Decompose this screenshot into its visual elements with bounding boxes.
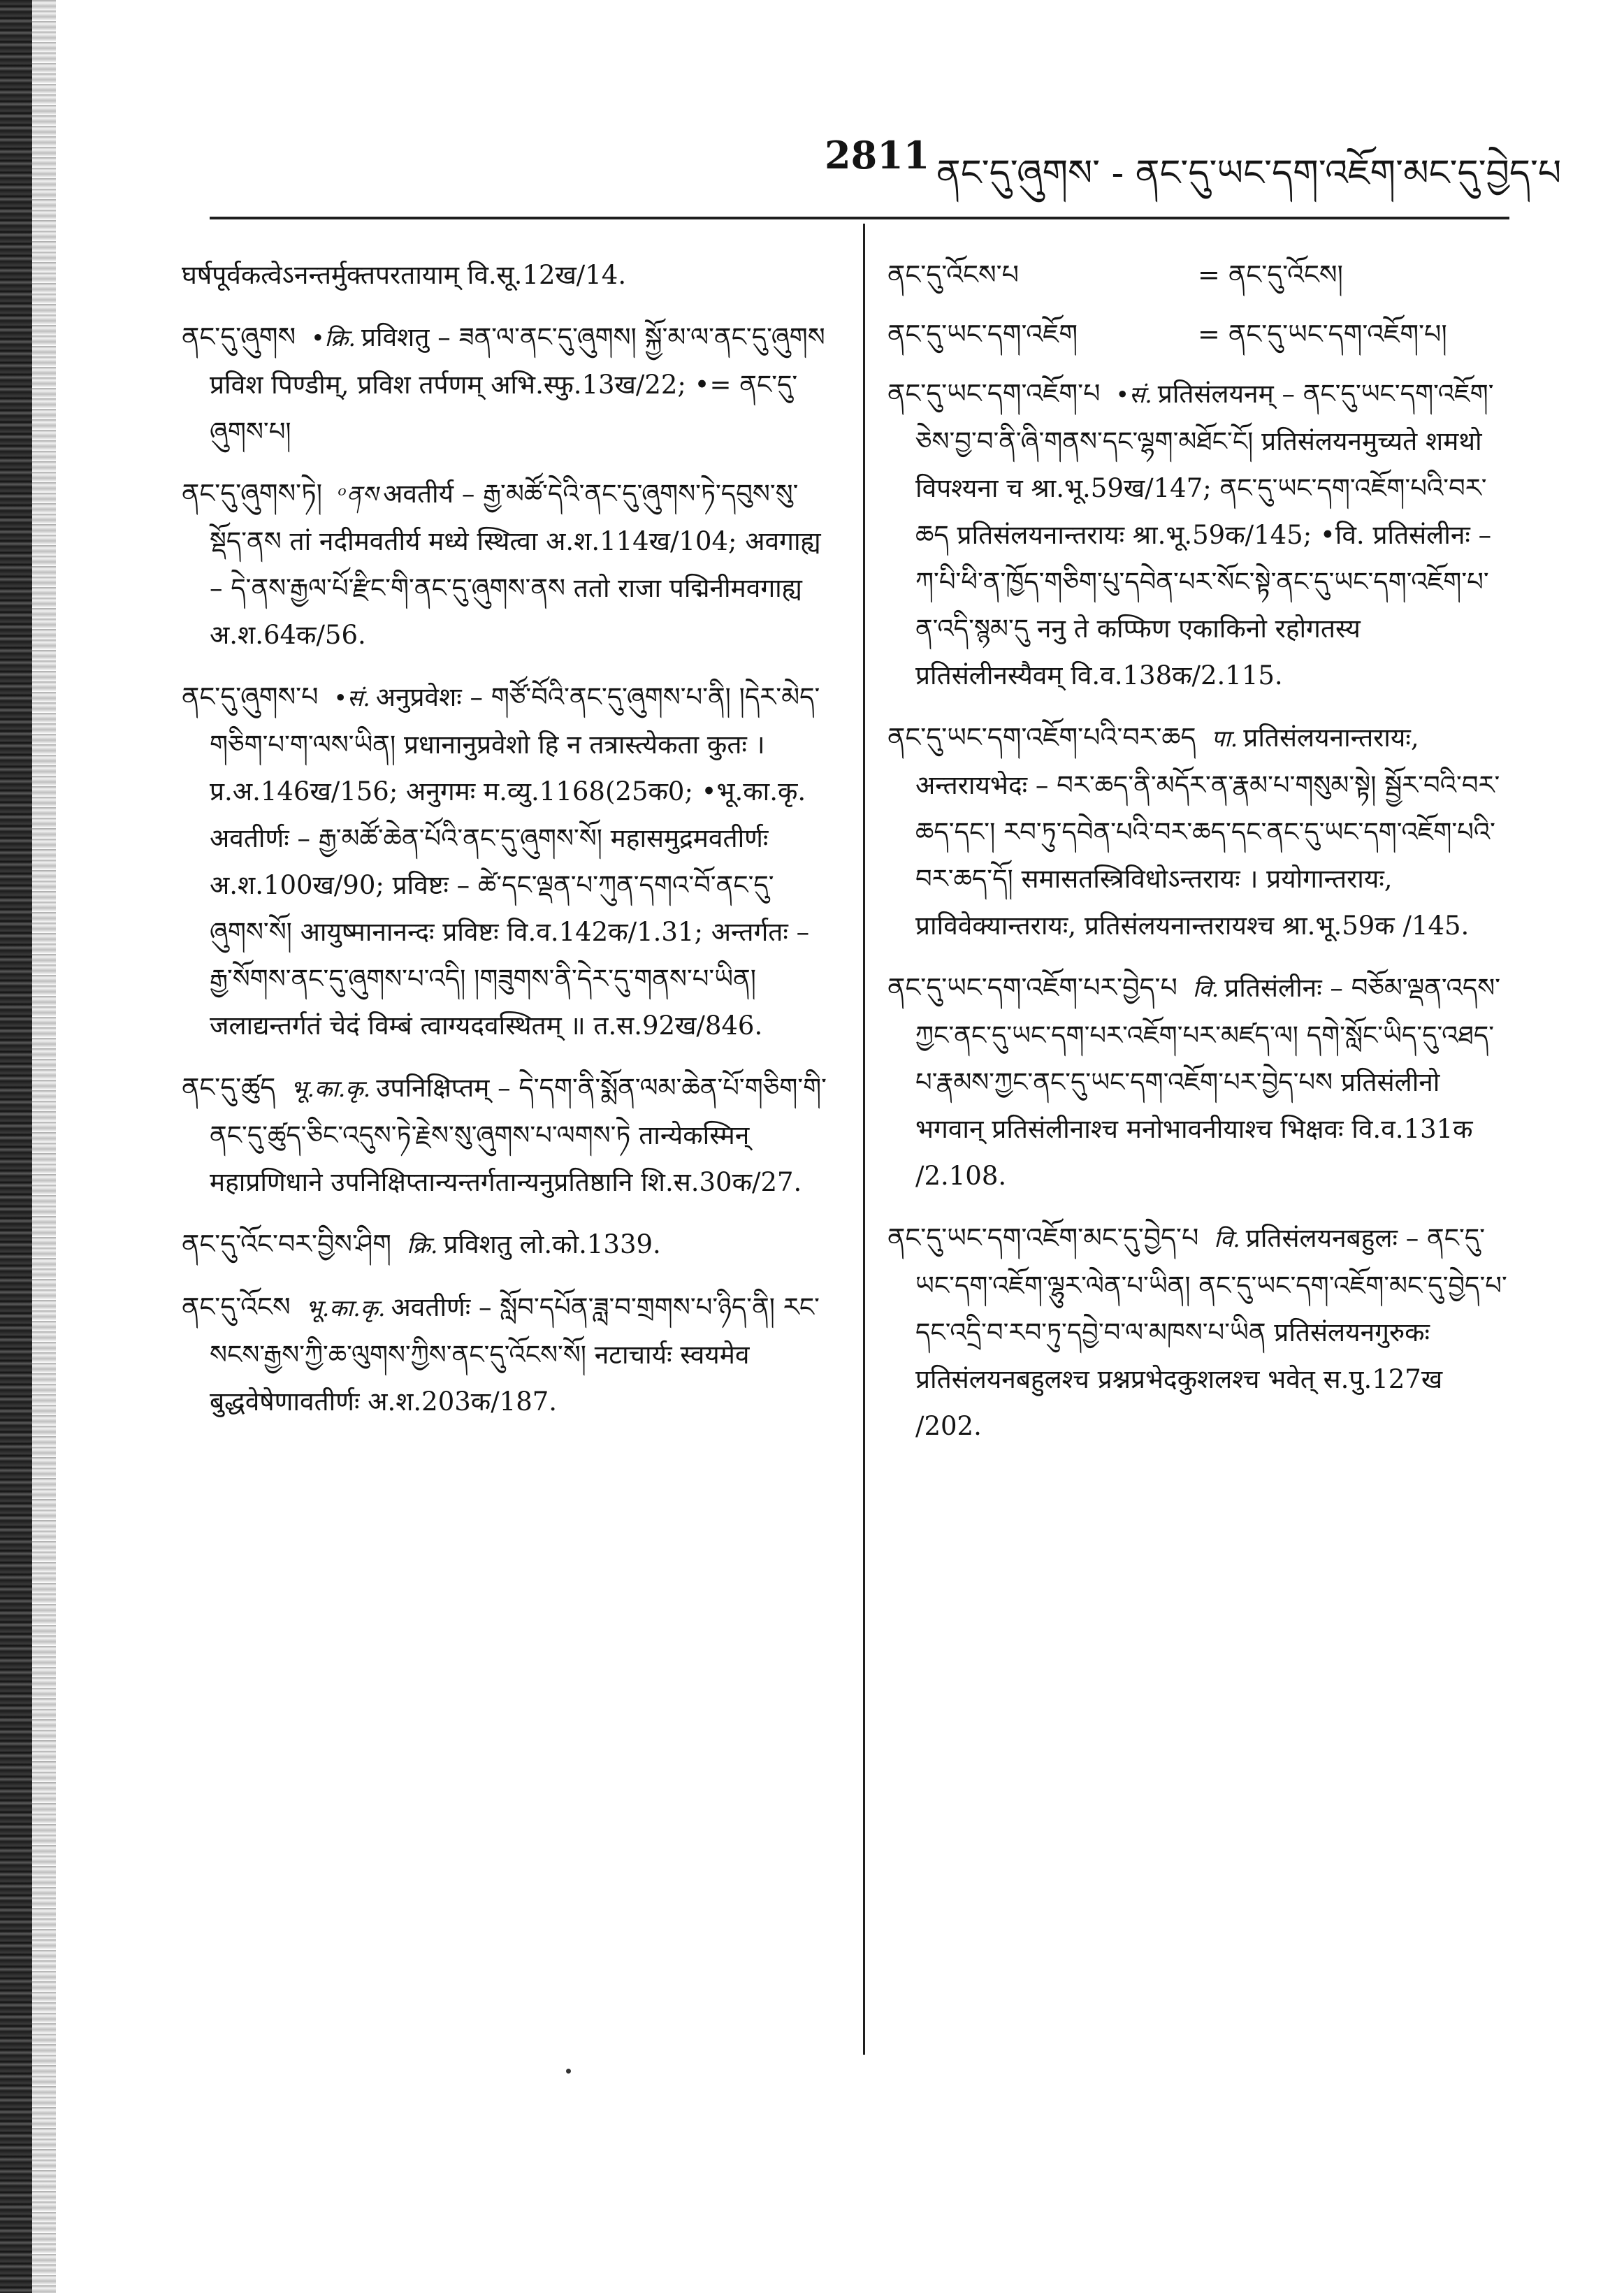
entry-headword: ནང་དུ་ཞུགས་ཏེ། bbox=[182, 478, 323, 509]
dictionary-entry bbox=[182, 1221, 832, 1268]
left-column bbox=[182, 252, 832, 1440]
dictionary-entry bbox=[887, 1215, 1509, 1449]
entry-text: प्रतिसंलीनः – བཅོམ་ལྡན་འདས་ཀྱང་ནང་དུ་ཡང་དག་པར་འཇོག་པར་མཛད་ལ། དགེ་སློང་ཡིད་དུ་འཐད་པ་རྣམས་ཀྱང་ནང་དུ་ཡང་དག་འཇོག་པར་བྱེད་པས प्रतिसंलीनो भगवान् प्रतिसंलीनाश्च मनोभावनीयाश्च भिक्षवः वि.व.131क /2.108. bbox=[915, 973, 1501, 1191]
book-binding-shadow bbox=[0, 0, 32, 2293]
dictionary-entry bbox=[182, 314, 832, 455]
entry-headword: ནང་དུ་ཚུད bbox=[182, 1072, 276, 1103]
continued-text bbox=[182, 252, 832, 298]
entry-text: प्रतिसंलयनबहुलः – ནང་དུ་ཡང་དག་འཇོག་ལྷུར་ལེན་པ་ཡིན། ནང་དུ་ཡང་དག་འཇོག་མང་དུ་བྱེད་པ་དང་འདྲི་བ་རབ་ཏུ་དབྱེ་བ་ལ་མཁས་པ་ཡིན प्रतिसंलयनगुरुकः प्रतिसंलयनबहुलश्च प्रश्नप्रभेदकुशलश्च भवेत् स.पु.127ख /202. bbox=[915, 1223, 1507, 1441]
entry-headword: ནང་དུ་འོང་བར་བྱིས་ཤིག bbox=[182, 1229, 392, 1259]
grammar-tag: •सं. bbox=[333, 684, 370, 711]
entry-headword: ནང་དུ་འོངས bbox=[182, 1292, 291, 1322]
right-column bbox=[887, 252, 1509, 1465]
dictionary-entry bbox=[887, 964, 1509, 1199]
entry-headword: ནང་དུ་ཡང་དག་འཇོག་པ bbox=[887, 378, 1101, 409]
dictionary-entry bbox=[182, 674, 832, 1049]
entry-text: प्रतिसंलयनम् – ནང་དུ་ཡང་དག་འཇོག་ཅེས་བྱ་བ་ནི་ཞི་གནས་དང་ལྷག་མཐོང་ངོ། प्रतिसंलयनमुच्यते शमथो विपश्यना च श्रा.भू.59ख/147; ནང་དུ་ཡང་དག་འཇོག་པའི་བར་ཆད प्रतिसंलयनान्तरायः श्रा.भू.59क/145; •वि. प्रतिसंलीनः – ཀ་པི་ཕི་ན་ཁྱོད་གཅིག་པུ་དབེན་པར་སོང་སྟེ་ནང་དུ་ཡང་དག་འཇོག་པ་ན་འདི་སྙམ་དུ ननु ते कप्फिण एकाकिनो रहोगतस्य प्रतिसंलीनस्यैवम् वि.व.138क/2.115. bbox=[915, 379, 1494, 690]
grammar-tag: पा. bbox=[1211, 725, 1238, 752]
entry-text: प्रतिसंलयनान्तरायः, अन्तरायभेदः – བར་ཆད་ནི་མདོར་ན་རྣམ་པ་གསུམ་སྟེ། སྦྱོར་བའི་བར་ཆད་དང་། རབ་ཏུ་དབེན་པའི་བར་ཆད་དང་ནང་དུ་ཡང་དག་འཇོག་པའི་བར་ཆད་དོ། समासतस्त्रिविधोऽन्तरायः । प्रयोगान्तरायः, प्राविवेक्यान्तरायः, प्रतिसंलयनान्तरायश्च श्रा.भू.59क /145. bbox=[915, 723, 1500, 941]
grammar-tag: ᵒནས bbox=[338, 481, 378, 508]
entry-headword: ནང་དུ་ཡང་དག་འཇོག་པའི་བར་ཆད bbox=[887, 722, 1196, 753]
grammar-tag: भू.का.कृ. bbox=[291, 1075, 371, 1102]
entry-headword: ནང་དུ་འོངས་པ bbox=[887, 259, 1019, 290]
entry-headword: ནང་དུ་ཞུགས་པ bbox=[182, 681, 319, 712]
dictionary-entry bbox=[887, 370, 1509, 699]
dictionary-entry bbox=[182, 470, 832, 658]
dictionary-entry bbox=[182, 1064, 832, 1206]
entry-text: घर्षपूर्वकत्वेऽनन्तर्मुक्तपरतायाम् वि.सू.12ख/14. bbox=[182, 260, 627, 290]
entry-text: अनुप्रवेशः – གཙོ་བོའི་ནང་དུ་ཞུགས་པ་ནི། །དེར་མེད་གཅིག་པ་ག་ལས་ཡིན། प्रधानानुप्रवेशो हि न तत्रास्त्येकता कुतः । प्र.अ.146ख/156; अनुगमः म.व्यु.1168(25क0; •भू.का.कृ. अवतीर्णः – རྒྱ་མཚོ་ཆེན་པོའི་ནང་དུ་ཞུགས་སོ། महासमुद्रमवतीर्णः अ.श.100ख/90; प्रविष्टः – ཚེ་དང་ལྡན་པ་ཀུན་དགའ་བོ་ནང་དུ་ཞུགས་སོ། आयुष्मानानन्दः प्रविष्टः वि.व.142क/1.31; अन्तर्गतः – རྒྱ་སོགས་ནང་དུ་ཞུགས་པ་འདི། །གཟུགས་ནི་དེར་དུ་གནས་པ་ཡིན། जलाद्यन्तर्गतं चेदं विम्बं त्वाग्यदवस्थितम् ॥ त.स.92ख/846. bbox=[210, 682, 820, 1041]
cross-reference-entry bbox=[887, 311, 1509, 358]
entry-text: अवतीर्णः – སློབ་དཔོན་ཟླ་བ་གྲགས་པ་ཉིད་ནི། རང་སངས་རྒྱས་ཀྱི་ཆ་ལུགས་ཀྱིས་ནང་དུ་འོངས་སོ། नटाचार्यः स्वयमेव बुद्धवेषेणावतीर्णः अ.श.203क/187. bbox=[210, 1292, 820, 1417]
grammar-tag: क्रि. bbox=[407, 1231, 438, 1259]
binding-edge-texture bbox=[32, 0, 56, 2293]
print-speck bbox=[566, 2069, 571, 2074]
grammar-tag: •सं. bbox=[1115, 381, 1152, 408]
dictionary-entry bbox=[182, 1284, 832, 1425]
entry-headword: ནང་དུ་ཡང་དག་འཇོག bbox=[887, 319, 1078, 349]
grammar-tag: •क्रि. bbox=[311, 324, 356, 352]
cross-reference: = ནང་དུ་འོངས། bbox=[1198, 259, 1343, 290]
dictionary-entry bbox=[887, 714, 1509, 949]
grammar-tag: वि. bbox=[1192, 975, 1219, 1002]
entry-text: प्रविशतु – ཟན་ལ་ནང་དུ་ཞུགས། སྐྱོ་མ་ལ་ནང་དུ་ཞུགས प्रविश पिण्डीम्, प्रविश तर्पणम् अभि.स्फु.13ख/22; •= ནང་དུ་ཞུགས་པ། bbox=[210, 322, 825, 447]
column-divider bbox=[863, 224, 865, 2055]
grammar-tag: भू.का.कृ. bbox=[305, 1294, 386, 1322]
entry-text: उपनिक्षिप्तम् – དེ་དག་ནི་སྨོན་ལམ་ཆེན་པོ་གཅིག་གི་ནང་དུ་ཚུད་ཅིང་འདུས་ཏེ་རྗེས་སུ་ཞུགས་པ་ལགས་ཏེ तान्येकस्मिन् महाप्रणिधाने उपनिक्षिप्तान्यन्तर्गतान्यनुप्रतिष्ठानि शि.स.30क/27. bbox=[210, 1073, 827, 1197]
entry-text: प्रविशतु लो.को.1339. bbox=[443, 1229, 661, 1259]
grammar-tag: वि. bbox=[1214, 1225, 1240, 1252]
entry-text: अवतीर्य – རྒྱ་མཚོ་དེའི་ནང་དུ་ཞུགས་ཏེ་དབུས་སུ་སྡོད་ནས तां नदीमवतीर्य मध्ये स्थित्वा अ.श.114ख/104; अवगाह्य – དེ་ནས་རྒྱལ་པོ་རྫིང་གི་ནང་དུ་ཞུགས་ནས ततो राजा पद्मिनीमवगाह्य अ.श.64क/56. bbox=[210, 479, 821, 650]
entry-headword: ནང་དུ་ཡང་དག་འཇོག་མང་དུ་བྱེད་པ bbox=[887, 1222, 1199, 1253]
entry-headword: ནང་དུ་ཞུགས bbox=[182, 321, 296, 352]
entry-headword: ནང་དུ་ཡང་དག་འཇོག་པར་བྱེད་པ bbox=[887, 972, 1177, 1003]
header-rule bbox=[210, 217, 1509, 219]
running-head: ནང་དུ་ཞུགས་ - ནང་དུ་ཡང་དག་འཇོག་མང་དུ་བྱེད་པ bbox=[936, 152, 1562, 194]
page-number: 2811 bbox=[825, 133, 930, 178]
cross-reference: = ནང་དུ་ཡང་དག་འཇོག་པ། bbox=[1198, 319, 1447, 349]
cross-reference-entry bbox=[887, 252, 1509, 298]
